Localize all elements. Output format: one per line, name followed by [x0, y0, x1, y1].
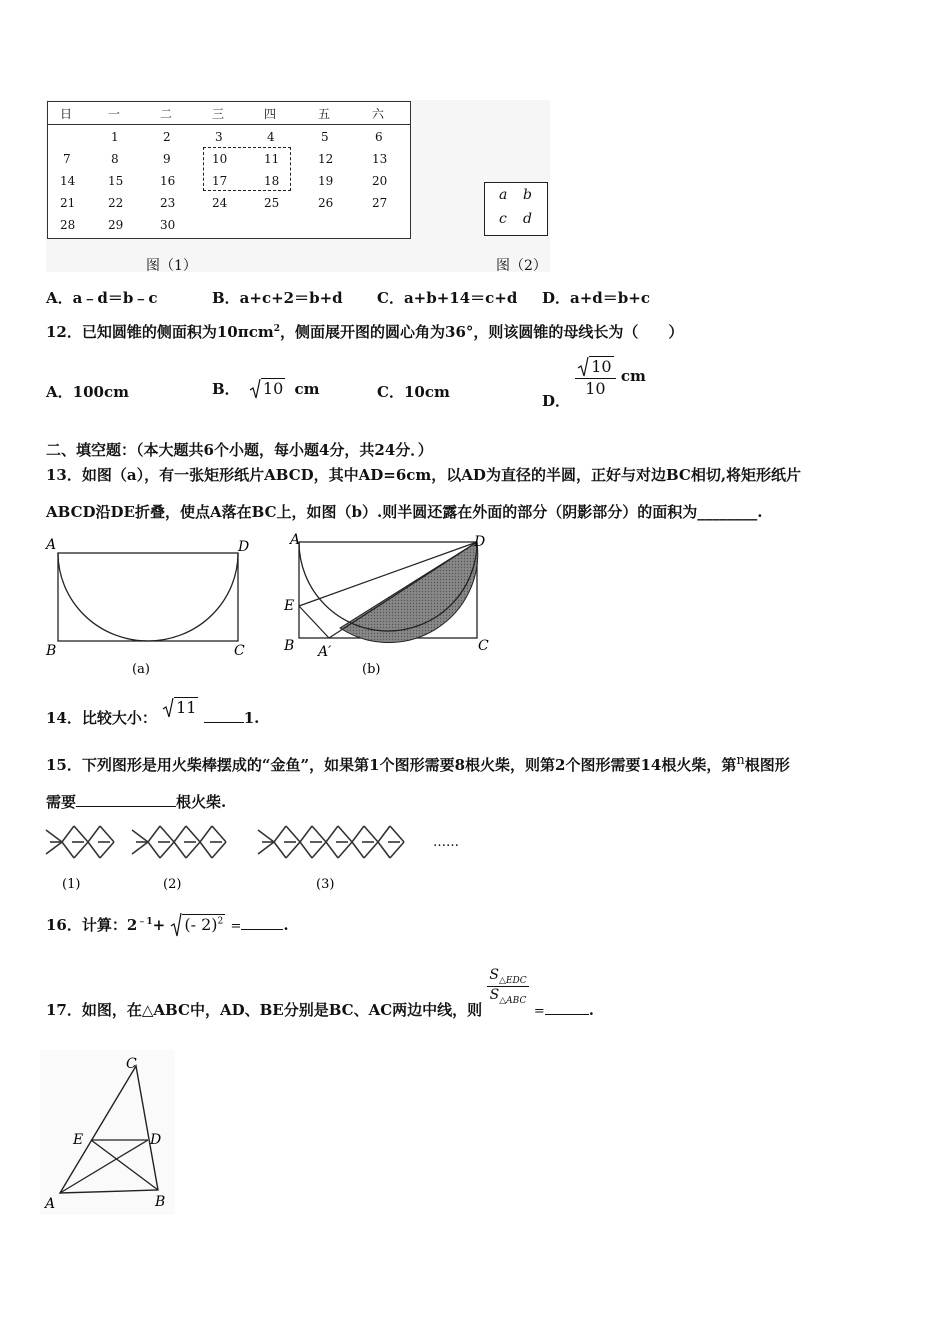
q11-option-a: A．a﹣d＝b﹣c [46, 289, 158, 307]
q12-stem [46, 321, 683, 342]
calendar-day-cell: 17 [212, 174, 228, 188]
q13-figure-a [40, 535, 260, 680]
fig-b-label-B: B [284, 638, 295, 654]
fish-dots: …… [433, 835, 459, 850]
tri-label-D: D [150, 1132, 162, 1148]
goldfish-figure-3 [258, 826, 404, 858]
calendar-day-cell: 27 [372, 196, 388, 210]
calendar-day-cell: 10 [212, 152, 228, 166]
fig-b-caption: (b) [362, 662, 381, 677]
matchstick [148, 842, 160, 858]
q12-stem-sup: 2 [273, 324, 280, 334]
q15-line1-a: 15．下列图形是用火柴棒摆成的“金鱼”，如果第1个图形需要8根火柴，则第2个图形需要14根火柴，第 [46, 756, 737, 774]
section2-title: 二、填空题：（本大题共6个小题，每小题4分，共24分．） [46, 441, 433, 459]
q17-den-sub: △ABC [499, 995, 527, 1006]
q12-option-d-radicand: 10 [591, 357, 612, 376]
matchstick [378, 842, 390, 858]
fig2-cell-d: d [523, 211, 532, 227]
calendar-day-cell: 18 [264, 174, 280, 188]
radical-sign-icon [249, 378, 261, 400]
q12-stem-a: 12．已知圆锥的侧面积为10πcm [46, 323, 274, 341]
matchstick [186, 826, 200, 842]
q17-triangle-figure [40, 1050, 175, 1215]
calendar-day-cell: 25 [264, 196, 280, 210]
q15-line2-a: 需要 [46, 793, 77, 811]
matchstick [390, 842, 404, 858]
q13-line1: 13．如图（a），有一张矩形纸片ABCD，其中AD=6cm，以AD为直径的半圆，正好与对边BC相切,将矩形纸片 [46, 466, 802, 484]
q17-num-S: S [489, 967, 500, 983]
calendar-header [48, 102, 410, 125]
matchstick [352, 842, 364, 858]
q12-option-b-radicand: 10 [262, 379, 284, 398]
q12-sqrt-b [249, 378, 285, 400]
matchstick [88, 826, 100, 842]
matchstick [200, 826, 212, 842]
matchstick [62, 826, 74, 842]
q14-suffix: 1. [243, 709, 260, 727]
q16-prefix: 16．计算：2 [46, 916, 138, 934]
q16-sup: ﹣1 [137, 917, 153, 927]
q15-line2-b: 根火柴. [176, 793, 227, 811]
q12-option-b-unit: cm [294, 380, 320, 398]
matchstick [212, 842, 226, 858]
q17-den-S: S [489, 986, 500, 1003]
q15-line1 [46, 753, 790, 775]
calendar-header-cell: 五 [318, 107, 331, 121]
matchstick [300, 826, 312, 842]
q16-sqrt [170, 912, 225, 938]
matchstick [200, 842, 212, 858]
q11-option-b: B．a+c+2＝b+d [212, 289, 343, 307]
radical-sign-icon [170, 912, 182, 938]
matchstick [258, 842, 274, 854]
q12-option-a: A．100cm [46, 383, 129, 401]
calendar-day-cell: 30 [160, 218, 176, 232]
tri-label-B: B [155, 1194, 166, 1210]
matchstick [100, 826, 114, 842]
q17-fraction [487, 967, 528, 1006]
q15-line2 [46, 791, 226, 812]
tri-label-A: A [45, 1196, 56, 1212]
calendar-day-cell: 14 [60, 174, 76, 188]
matchstick [74, 842, 88, 858]
q12-option-c: C．10cm [377, 383, 450, 401]
q16-answer-blank[interactable] [241, 915, 283, 930]
calendar-day-cell: 22 [108, 196, 124, 210]
matchstick [364, 826, 378, 842]
matchstick [132, 842, 148, 854]
calendar-day-cell: 1 [111, 130, 119, 144]
matchstick [286, 842, 300, 858]
q17 [46, 967, 594, 1020]
matchstick [390, 826, 404, 842]
matchstick [312, 842, 326, 858]
fig-a-label-C: C [234, 643, 245, 659]
fig-b-label-A1: A′ [318, 644, 332, 660]
matchstick [326, 826, 338, 842]
calendar-day-cell: 11 [264, 152, 280, 166]
matchstick [212, 826, 226, 842]
q16-eq: = [230, 919, 242, 934]
q17-denominator [487, 987, 528, 1006]
calendar-day-cell: 3 [215, 130, 223, 144]
matchstick [74, 826, 88, 842]
triangle-ABC [60, 1066, 158, 1193]
fig-b-line-EA1 [299, 606, 329, 638]
q11-fig1-label: 图（1） [146, 258, 197, 274]
q12-option-d-fraction [575, 356, 615, 398]
median-BE [91, 1140, 158, 1190]
fig-a-rectangle [58, 553, 238, 641]
matchstick [338, 826, 352, 842]
fig-b-label-C: C [478, 638, 489, 654]
q14-sqrt [162, 697, 198, 719]
q11-fig2-label: 图（2） [496, 258, 547, 274]
q13-figure-b [280, 530, 500, 680]
matchstick [258, 830, 274, 842]
q17-prefix: 17．如图，在△ABC中，AD、BE分别是BC、AC两边中线，则 [46, 1001, 483, 1020]
q17-eq: = [533, 1004, 545, 1020]
fish-caption-3: (3) [316, 877, 335, 892]
q14-radicand: 11 [176, 698, 197, 717]
q14 [46, 697, 260, 727]
q12-option-d-unit: cm [620, 367, 646, 385]
matchstick [378, 826, 390, 842]
fish-caption-1: (1) [62, 877, 81, 892]
fig2-cell-b: b [523, 187, 532, 203]
calendar-header-cell: 日 [60, 107, 73, 121]
matchstick [62, 842, 74, 858]
fig-b-label-E: E [284, 598, 295, 614]
calendar-day-cell: 8 [111, 152, 119, 166]
calendar-day-cell: 15 [108, 174, 124, 188]
q16-end: . [283, 916, 289, 934]
q12-stem-b: ，侧面展开图的圆心角为36°，则该圆锥的母线长为（ ） [280, 323, 684, 341]
calendar-day-cell: 7 [63, 152, 71, 166]
matchstick [88, 842, 100, 858]
radical-sign-icon [162, 697, 174, 719]
matchstick [312, 826, 326, 842]
q11-option-c: C．a+b+14＝c+d [377, 289, 518, 307]
q12-option-d [542, 356, 646, 410]
matchstick [148, 826, 160, 842]
q16-radicand-exp: 2 [217, 916, 224, 927]
calendar-day-cell: 13 [372, 152, 388, 166]
calendar-day-cell: 26 [318, 196, 334, 210]
matchstick [174, 842, 186, 858]
q15-answer-blank[interactable] [76, 792, 176, 807]
q12-option-d-prefix: D． [542, 392, 571, 410]
calendar [47, 101, 411, 239]
fig-b-label-D: D [474, 534, 486, 550]
q17-num-sub: △EDC [499, 975, 527, 986]
q12-option-b-prefix: B． [212, 380, 240, 398]
calendar-day-cell: 2 [163, 130, 171, 144]
radical-sign-icon [577, 356, 589, 378]
goldfish-figure-1 [46, 826, 114, 858]
matchstick [274, 826, 286, 842]
fig2-cell-c: c [499, 211, 507, 227]
matchstick [46, 830, 62, 842]
calendar-day-cell: 6 [375, 130, 383, 144]
calendar-header-cell: 六 [372, 107, 385, 121]
matchstick [132, 830, 148, 842]
matchstick [174, 826, 186, 842]
fig-b-shaded-region [340, 542, 478, 643]
q17-answer-blank[interactable] [545, 1000, 589, 1015]
q12-option-d-numerator [575, 356, 615, 379]
fig-a-label-B: B [46, 643, 57, 659]
q16-radicand-base: (- 2) [184, 915, 218, 934]
calendar-day-cell: 12 [318, 152, 334, 166]
calendar-day-cell: 21 [60, 196, 76, 210]
calendar-day-cell: 24 [212, 196, 228, 210]
matchstick [300, 842, 312, 858]
calendar-day-cell: 28 [60, 218, 76, 232]
tri-label-E: E [73, 1132, 84, 1148]
matchstick [100, 842, 114, 858]
fig-a-label-D: D [238, 539, 250, 555]
matchstick [286, 826, 300, 842]
calendar-day-cell: 5 [321, 130, 329, 144]
fig-a-caption: (a) [132, 662, 150, 677]
q15-line1-b: 根图形 [744, 756, 790, 774]
q17-end: . [588, 1001, 594, 1020]
goldfish-figure-2 [132, 826, 226, 858]
matchstick [364, 842, 378, 858]
calendar-day-cell: 20 [372, 174, 388, 188]
matchstick [326, 842, 338, 858]
fig-a-semicircle [58, 553, 238, 641]
q14-prefix: 14．比较大小： [46, 709, 157, 727]
q16 [46, 912, 289, 938]
q14-answer-blank[interactable] [204, 708, 244, 723]
matchstick [160, 842, 174, 858]
q13-line2: ABCD沿DE折叠，使点A落在BC上，如图（b）.则半圆还露在外面的部分（阴影部分）的面积为________. [46, 503, 763, 521]
q12-option-b [212, 378, 320, 400]
q16-plus: + [152, 916, 166, 934]
calendar-day-cell: 29 [108, 218, 124, 232]
q17-numerator [487, 967, 528, 987]
calendar-day-cell: 4 [267, 130, 275, 144]
matchstick [338, 842, 352, 858]
calendar-day-cell: 23 [160, 196, 176, 210]
q15-n: n [736, 753, 745, 768]
tri-label-C: C [126, 1056, 137, 1072]
calendar-dashed-box [203, 147, 291, 191]
calendar-day-cell: 19 [318, 174, 334, 188]
q12-option-d-denominator: 10 [585, 379, 606, 398]
fig-b-label-A: A [290, 532, 301, 548]
matchstick [160, 826, 174, 842]
fig2-cell-a: a [499, 187, 508, 203]
matchstick [186, 842, 200, 858]
fig-a-label-A: A [46, 537, 57, 553]
calendar-header-cell: 二 [160, 107, 173, 121]
matchstick [274, 842, 286, 858]
calendar-header-cell: 四 [264, 107, 277, 121]
matchstick [46, 842, 62, 854]
q11-fig2-box [484, 182, 548, 236]
q15-goldfish-figures [40, 818, 480, 898]
matchstick [352, 826, 364, 842]
calendar-day-cell: 16 [160, 174, 176, 188]
calendar-header-cell: 三 [212, 107, 225, 121]
q11-option-d: D．a+d＝b+c [542, 289, 650, 307]
q16-radicand [182, 914, 225, 934]
calendar-header-cell: 一 [108, 107, 121, 121]
fish-caption-2: (2) [163, 877, 182, 892]
calendar-day-cell: 9 [163, 152, 171, 166]
